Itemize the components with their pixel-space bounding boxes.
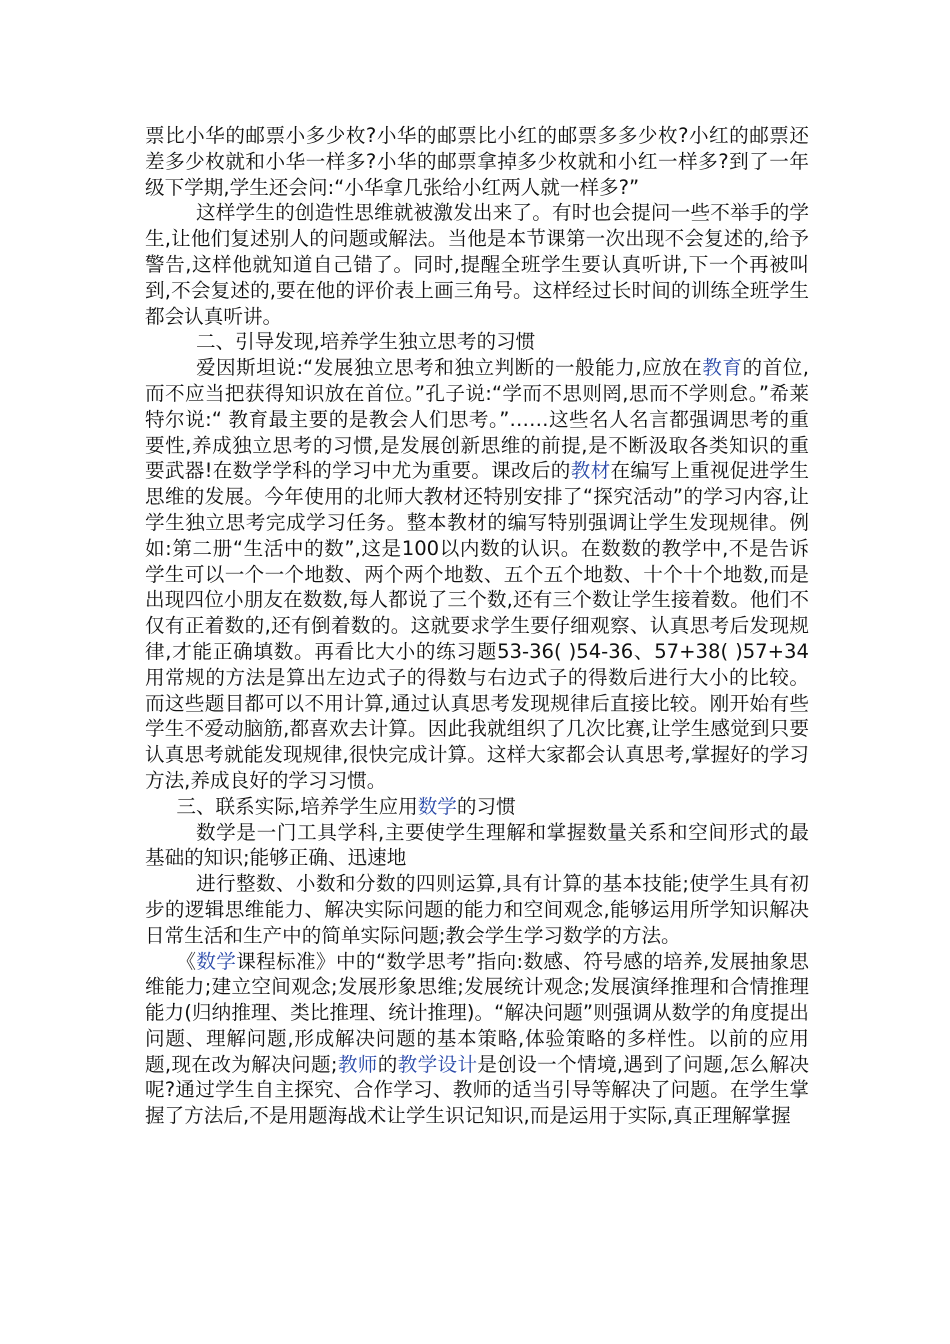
hyperlink[interactable]: 数学 xyxy=(196,949,237,973)
paragraph xyxy=(145,820,809,872)
paragraph-text: 是创设一个情境,遇到了问题,怎么解决呢?通过学生自主探究、合作学习、教师的适当引导等解决了问题。在学生掌握了方法后,不是用题海战术让学生识记知识,而是运用于实际,真正理解掌握 xyxy=(145,1052,810,1128)
paragraph xyxy=(145,200,809,329)
document-body xyxy=(145,123,809,1129)
hyperlink[interactable]: 教育 xyxy=(702,356,743,380)
paragraph-text: 票比小华的邮票小多少枚?小华的邮票比小红的邮票多多少枚?小红的邮票还差多少枚就和小华一样多?小华的邮票拿掉多少枚就和小红一样多?到了一年级下学期,学生还会问:“小华拿几张给小红两人就一样多?” xyxy=(145,124,809,199)
hyperlink[interactable]: 教学设计 xyxy=(397,1052,478,1076)
paragraph-text: 这样学生的创造性思维就被激发出来了。有时也会提问一些不举手的学生,让他们复述别人的问题或解法。当他是本节课第一次出现不会复述的,给予警告,这样他就知道自己错了。同时,提醒全班学生要认真听讲,下一个再被叫到,不会复述的,要在他的评价表上画三角号。这样经过长时间的训练全班学生都会认真听讲。 xyxy=(145,201,809,328)
paragraph xyxy=(145,871,809,948)
paragraph xyxy=(145,794,809,820)
hyperlink[interactable]: 数学 xyxy=(417,794,457,818)
paragraph-text: 的首位,而不应当把获得知识放在首位。”孔子说:“学而不思则罔,思而不学则怠。”希莱特尔说:“ 教育最主要的是教会人们思考。”……这些名人名言都强调思考的重要性,养成独立思考的习惯,是发展创新思维的前提,是不断汲取各类知识的重要武器!在数学学科的学习中尤为重要。课改后的 xyxy=(145,356,810,483)
paragraph-text: 的习惯 xyxy=(456,794,516,818)
paragraph xyxy=(145,949,809,1130)
paragraph-text: 进行整数、小数和分数的四则运算,具有计算的基本技能;使学生具有初步的逻辑思维能力、解决实际问题的能力和空间观念,能够运用所学知识解决日常生活和生产中的简单实际问题;教会学生学习数学的方法。 xyxy=(145,872,809,947)
paragraph-text: 课程标准》中的“数学思考”指向:数感、符号感的培养,发展抽象思维能力;建立空间观念;发展形象思维;发展统计观念;发展演绎推理和合情推理能力(归纳推理、类比推理、统计推理)。“解决问题”则强调从数学的角度提出问题、理解问题,形成解决问题的基本策略,体验策略的多样性。以前的应用题,现在改为解决问题; xyxy=(145,949,810,1076)
paragraph-text: 的 xyxy=(377,1052,398,1076)
paragraph-text: 二、引导发现,培养学生独立思考的习惯 xyxy=(195,330,536,354)
hyperlink[interactable]: 教材 xyxy=(570,459,611,483)
paragraph xyxy=(145,329,809,355)
paragraph xyxy=(145,355,809,794)
hyperlink[interactable]: 教师 xyxy=(337,1052,378,1076)
paragraph xyxy=(145,123,809,200)
paragraph-text: 数学是一门工具学科,主要使学生理解和掌握数量关系和空间形式的最基础的知识;能够正确、迅速地 xyxy=(145,820,809,870)
paragraph-text: 爱因斯坦说:“发展独立思考和独立判断的一般能力,应放在 xyxy=(195,356,703,380)
paragraph-text: 《 xyxy=(176,949,197,973)
paragraph-text: 三、联系实际,培养学生应用 xyxy=(176,794,418,818)
paragraph-text: 在编写上重视促进学生思维的发展。今年使用的北师大教材还特别安排了“探究活动”的学习内容,让学生独立思考完成学习任务。整本教材的编写特别强调让学生发现规律。例如:第二册“生活中的数”,这是100以内数的认识。在数数的教学中,不是告诉学生可以一个一个地数、两个两个地数、五个五个地数、十个十个地数,而是出现四位小朋友在数数,每人都说了三个数,还有三个数让学生接着数。他们不仅有正着数的,还有倒着数的。这就要求学生要仔细观察、认真思考后发现规律,才能正确填数。再看比大小的练习题53-36( )54-36、57+38( )57+34用常规的方法是算出左边式子的得数与右边式子的得数后进行大小的比较。而这些题目都可以不用计算,通过认真思考发现规律后直接比较。刚开始有些学生不爱动脑筋,都喜欢去计算。因此我就组织了几次比赛,让学生感觉到只要认真思考就能发现规律,很快完成计算。这样大家都会认真思考,掌握好的学习方法,养成良好的学习习惯。 xyxy=(145,459,810,792)
